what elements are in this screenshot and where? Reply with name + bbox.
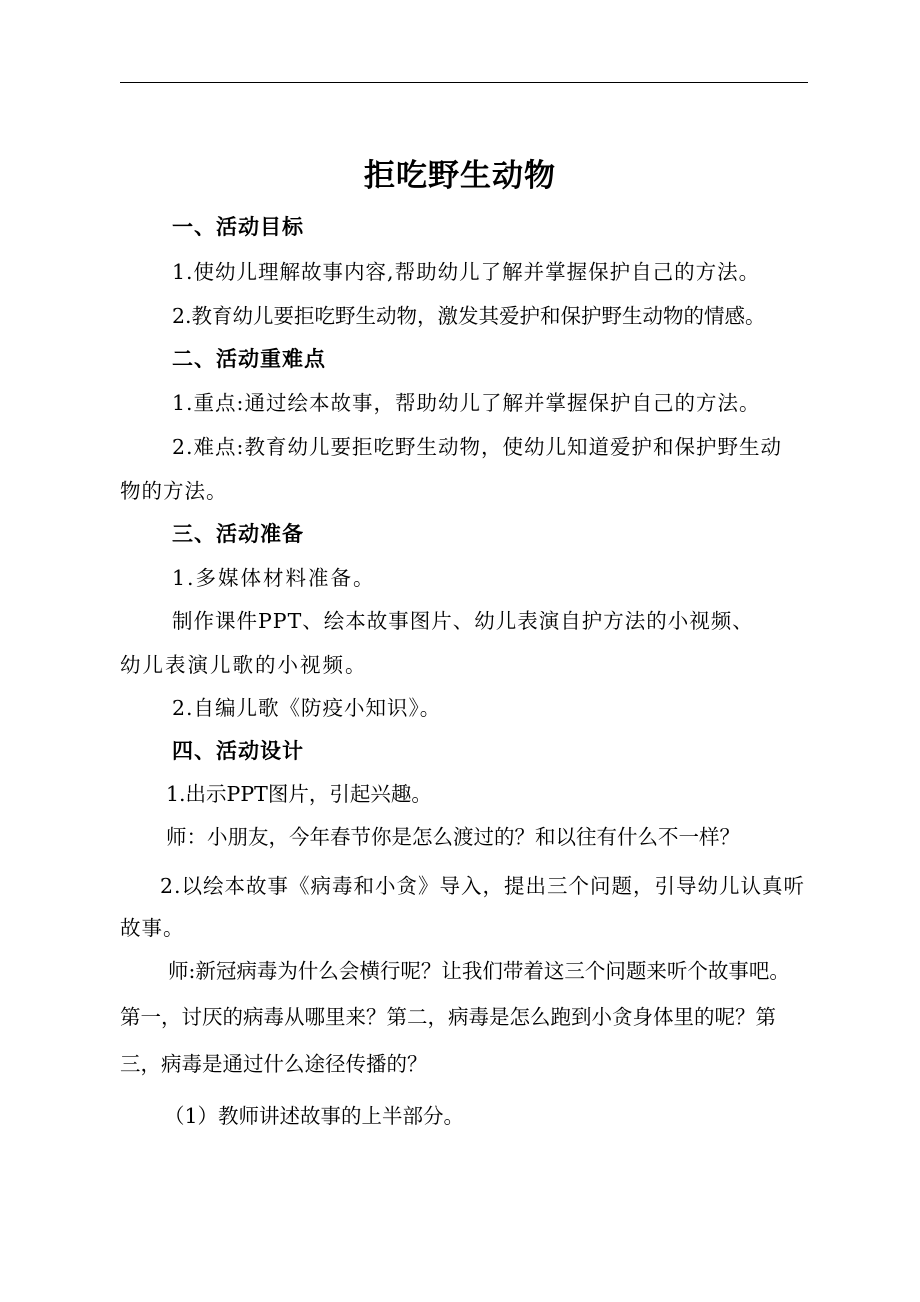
paragraph-line: 故事。 [120,916,185,940]
paragraph-line: 师：小朋友，今年春节你是怎么渡过的？和以往有什么不一样？ [166,825,740,849]
paragraph-line: 2.以绘本故事《病毒和小贪》导入，提出三个问题，引导幼儿认真听 [160,874,806,898]
paragraph-line: 2.教育幼儿要拒吃野生动物，激发其爱护和保护野生动物的情感。 [172,304,766,328]
paragraph-line: 幼儿表演儿歌的小视频。 [120,653,368,677]
paragraph-line: 制作课件PPT、绘本故事图片、幼儿表演自护方法的小视频、 [172,609,754,633]
paragraph-line: 1.重点:通过绘本故事，帮助幼儿了解并掌握保护自己的方法。 [172,391,761,415]
paragraph-line: 物的方法。 [120,479,228,503]
header-rule [120,82,808,83]
section-heading-goals: 一、活动目标 [172,215,304,239]
paragraph-line: （1）教师讲述故事的上半部分。 [164,1104,465,1128]
paragraph-line: 第一，讨厌的病毒从哪里来？第二，病毒是怎么跑到小贪身体里的呢？第 [120,1005,776,1029]
paragraph-line: 师:新冠病毒为什么会横行呢？让我们带着这三个问题来听个故事吧。 [168,959,790,983]
paragraph-line: 1.使幼儿理解故事内容,帮助幼儿了解并掌握保护自己的方法。 [172,260,761,284]
paragraph-line: 三，病毒是通过什么途径传播的？ [120,1052,428,1076]
document-title: 拒吃野生动物 [364,158,556,194]
paragraph-line: 1.多媒体材料准备。 [172,566,376,590]
section-heading-preparation: 三、活动准备 [172,522,304,546]
section-heading-key-points: 二、活动重难点 [172,347,326,371]
paragraph-line: 2.自编儿歌《防疫小知识》。 [172,696,442,720]
paragraph-line: 1.出示PPT图片，引起兴趣。 [166,782,432,806]
section-heading-design: 四、活动设计 [172,739,304,763]
paragraph-line: 2.难点:教育幼儿要拒吃野生动物，使幼儿知道爱护和保护野生动 [172,435,782,459]
